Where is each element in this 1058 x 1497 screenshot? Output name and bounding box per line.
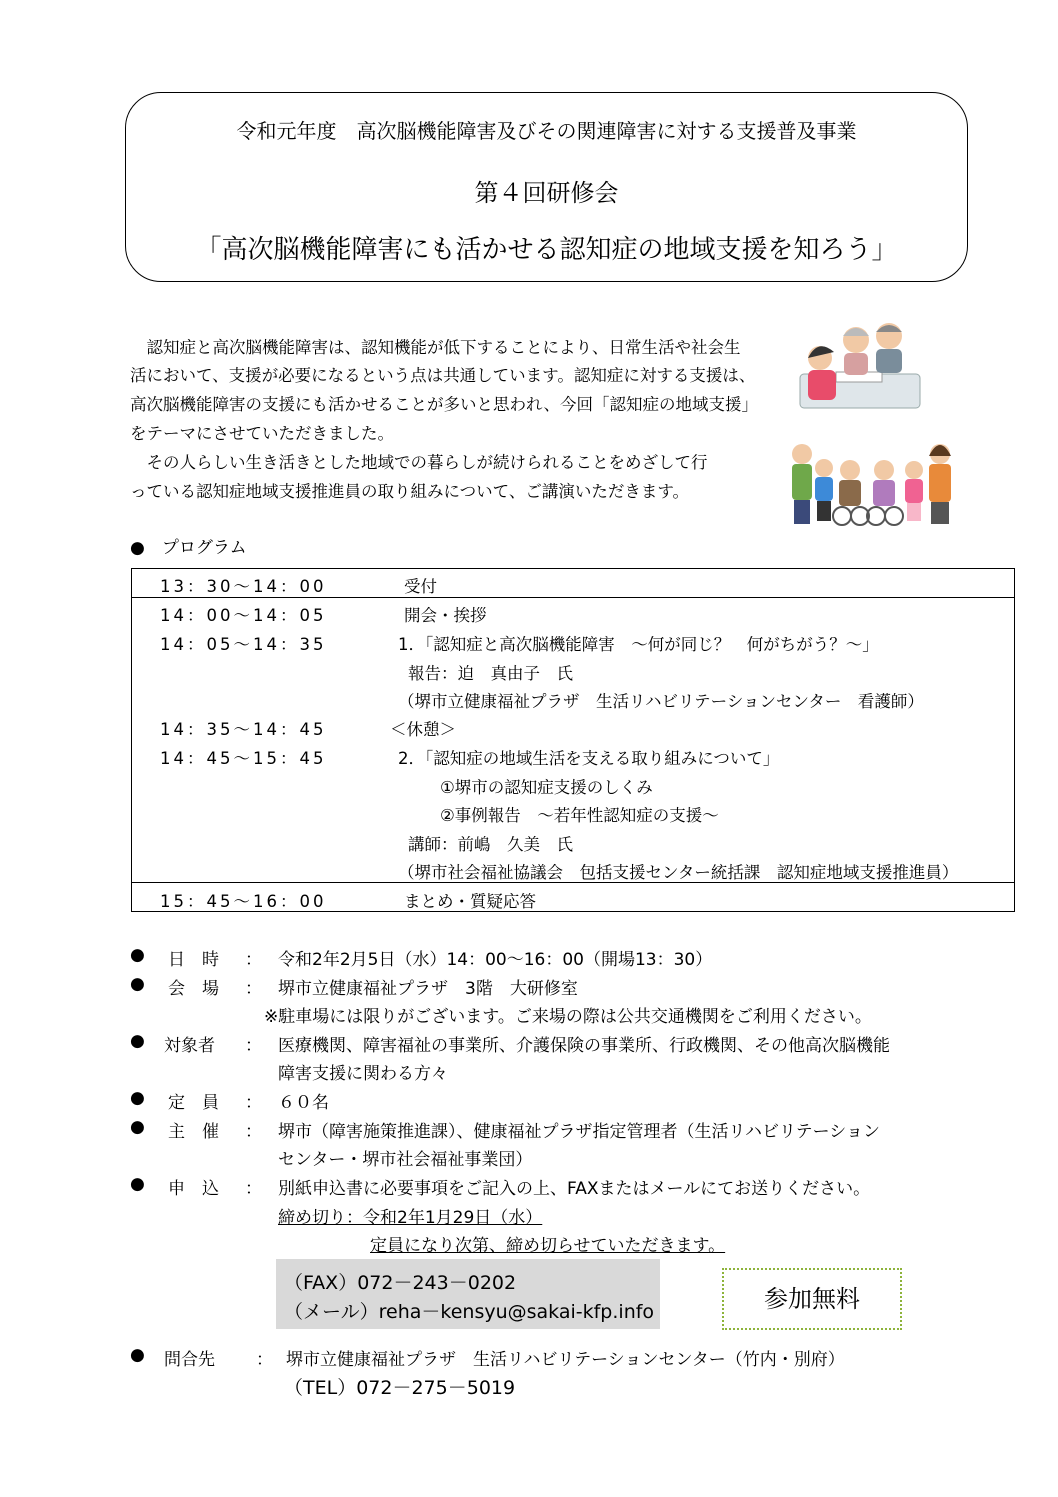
bullet: ● <box>130 945 145 965</box>
contact-box <box>276 1259 660 1329</box>
target-value-2: 障害支援に関わる方々 <box>278 1064 448 1084</box>
date-value: 令和2年2月5日（水）14：00～16：00（開場13：30） <box>278 950 713 970</box>
intro-line-4: をテーマにさせていただきました。 <box>130 424 394 443</box>
free-participation-label: 参加無料 <box>764 1285 860 1313</box>
host-value-1: 堺市（障害施策推進課）、健康福祉プラザ指定管理者（生活リハビリテーション <box>278 1122 880 1142</box>
row-text: （堺市立健康福祉プラザ 生活リハビリテーションセンター 看護師） <box>398 692 924 711</box>
row-text: （堺市社会福祉協議会 包括支援センター統括課 認知症地域支援推進員） <box>398 863 959 882</box>
deadline: 締め切り：令和2年1月29日（水） <box>278 1208 543 1228</box>
colon: ： <box>245 950 262 970</box>
row-text: 講師：前嶋 久美 氏 <box>408 835 573 854</box>
bullet: ● <box>130 1345 145 1365</box>
target-value-1: 医療機関、障害福祉の事業所、介護保険の事業所、行政機関、その他高次脳機能 <box>278 1036 890 1056</box>
free-participation-badge <box>722 1268 902 1330</box>
row-text: 1．「認知症と高次脳機能障害 ～何が同じ？ 何がちがう？～」 <box>398 635 879 654</box>
row-time: 14：45～15：45 <box>160 749 327 768</box>
row-text: 受付 <box>404 577 437 596</box>
program-table <box>131 568 1015 912</box>
venue-label: 会 場 <box>168 979 219 999</box>
inquiry-value: 堺市立健康福祉プラザ 生活リハビリテーションセンター（竹内・別府） <box>286 1350 845 1370</box>
apply-label: 申 込 <box>168 1179 219 1199</box>
venue-note: ※駐車場には限りがございます。ご来場の際は公共交通機関をご利用ください。 <box>264 1007 872 1027</box>
row-text: ②事例報告 ～若年性認知症の支援～ <box>440 806 719 825</box>
title-box <box>125 92 968 282</box>
target-label: 対象者 <box>164 1036 215 1056</box>
row-time: 14：35～14：45 <box>160 720 327 739</box>
intro-line-5: その人らしい生き活きとした地域での暮らしが続けられることをめざして行 <box>130 453 708 472</box>
bullet: ● <box>130 1088 145 1108</box>
colon: ： <box>245 1122 262 1142</box>
deadline-note: 定員になり次第、締め切らせていただきます。 <box>370 1236 726 1256</box>
intro-line-2: 活において、支援が必要になるという点は共通しています。認知症に対する支援は、 <box>130 366 756 385</box>
host-value-2: センター・堺市社会福祉事業団） <box>278 1150 533 1170</box>
host-label: 主 催 <box>168 1122 219 1142</box>
inquiry-label: 問合先 <box>164 1350 215 1370</box>
capacity-label: 定 員 <box>168 1093 219 1113</box>
row-time: 13：30～14：00 <box>160 577 327 596</box>
colon: ： <box>245 1093 262 1113</box>
colon: ： <box>245 1036 262 1056</box>
intro-line-1: 認知症と高次脳機能障害は、認知機能が低下することにより、日常生活や社会生 <box>130 338 741 357</box>
row-text: 開会・挨拶 <box>404 606 487 625</box>
row-text: ＜休憩＞ <box>390 720 456 739</box>
program-heading: ● プログラム <box>130 538 247 558</box>
capacity-value: ６０名 <box>278 1093 329 1113</box>
email-address[interactable]: （メール）reha－kensyu@sakai-kfp.info <box>284 1301 655 1323</box>
bullet: ● <box>130 974 145 994</box>
colon: ： <box>245 1179 262 1199</box>
table-divider <box>132 597 1014 598</box>
colon: ： <box>245 979 262 999</box>
fax-number: （FAX）072－243－0202 <box>284 1272 517 1294</box>
row-text: まとめ・質疑応答 <box>404 892 536 911</box>
colon: ： <box>256 1350 273 1370</box>
row-text: ①堺市の認知症支援のしくみ <box>440 778 653 797</box>
family-group-illustration <box>788 436 960 528</box>
nurse-elderly-illustration <box>796 318 922 410</box>
title-line-3: 「高次脳機能障害にも活かせる認知症の地域支援を知ろう」 <box>195 235 898 265</box>
row-time: 14：05～14：35 <box>160 635 327 654</box>
intro-line-3: 高次脳機能障害の支援にも活かせることが多いと思われ、今回「認知症の地域支援」 <box>130 395 758 414</box>
title-line-1: 令和元年度 高次脳機能障害及びその関連障害に対する支援普及事業 <box>236 119 857 143</box>
bullet: ● <box>130 1117 145 1137</box>
venue-value: 堺市立健康福祉プラザ 3階 大研修室 <box>278 979 578 999</box>
bullet: ● <box>130 1031 145 1051</box>
intro-line-6: っている認知症地域支援推進員の取り組みについて、ご講演いただきます。 <box>130 482 690 501</box>
inquiry-tel: （TEL）072－275－5019 <box>284 1377 516 1399</box>
apply-value: 別紙申込書に必要事項をご記入の上、FAXまたはメールにてお送りください。 <box>278 1179 871 1199</box>
date-label: 日 時 <box>168 950 219 970</box>
row-time: 15：45～16：00 <box>160 892 327 911</box>
row-text: 報告：迫 真由子 氏 <box>408 664 573 683</box>
row-text: 2．「認知症の地域生活を支える取り組みについて」 <box>398 749 780 768</box>
row-time: 14：00～14：05 <box>160 606 327 625</box>
title-line-2: 第４回研修会 <box>474 179 619 207</box>
bullet: ● <box>130 1174 145 1194</box>
